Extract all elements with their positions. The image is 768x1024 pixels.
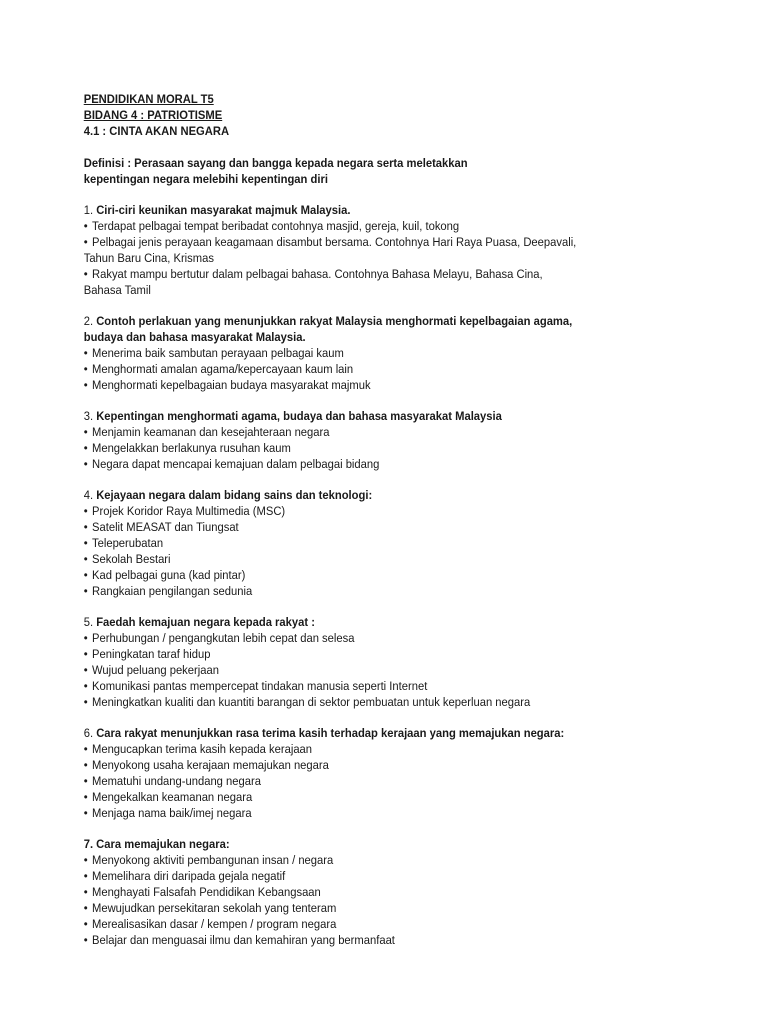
bullet-icon: •	[83, 425, 88, 439]
bullet-icon: •	[83, 219, 88, 233]
list-item	[84, 789, 707, 805]
list-item	[84, 852, 707, 868]
list-item	[84, 503, 707, 519]
bullet-icon: •	[83, 901, 88, 915]
list-item	[84, 234, 707, 250]
list-item	[84, 630, 707, 646]
list-item-text: Bahasa Tamil	[83, 283, 151, 297]
section-heading-text: 7. Cara memajukan negara:	[83, 837, 230, 851]
list-item	[84, 282, 707, 298]
section-heading	[84, 614, 707, 630]
bullet-icon: •	[83, 504, 88, 518]
list-item-text: Belajar dan menguasai ilmu dan kemahiran yang bermanfaat	[92, 933, 395, 947]
list-item-text: Mengucapkan terima kasih kepada kerajaan	[92, 742, 313, 756]
section-number: 3.	[83, 409, 97, 423]
bullet-icon: •	[83, 695, 88, 709]
list-item-text: Menghormati amalan agama/kepercayaan kaum lain	[92, 362, 354, 376]
section	[84, 313, 707, 393]
section-heading-text: Kejayaan negara dalam bidang sains dan teknologi:	[96, 488, 373, 502]
list-item-text: Menghayati Falsafah Pendidikan Kebangsaan	[92, 885, 321, 899]
list-item-text: Menyokong usaha kerajaan memajukan negara	[92, 758, 329, 772]
sections-container	[84, 202, 707, 948]
bullet-icon: •	[83, 631, 88, 645]
list-item	[84, 266, 707, 282]
section-heading	[84, 313, 707, 329]
bullet-icon: •	[83, 647, 88, 661]
bullet-icon: •	[83, 457, 88, 471]
section-heading	[84, 408, 707, 424]
header-subject: PENDIDIKAN MORAL T5	[83, 92, 214, 106]
list-item-text: Sekolah Bestari	[92, 552, 171, 566]
bullet-icon: •	[83, 742, 88, 756]
header-topic: BIDANG 4 : PATRIOTISME	[83, 108, 223, 122]
section-heading-text: Faedah kemajuan negara kepada rakyat :	[96, 615, 315, 629]
list-item-text: Terdapat pelbagai tempat beribadat contohnya masjid, gereja, kuil, tokong	[92, 219, 460, 233]
bullet-icon: •	[83, 552, 88, 566]
section	[84, 836, 707, 948]
bullet-icon: •	[83, 536, 88, 550]
section-heading-text: budaya dan bahasa masyarakat Malaysia.	[83, 330, 306, 344]
section-number: 4.	[83, 488, 97, 502]
bullet-icon: •	[83, 267, 88, 281]
list-item	[84, 678, 707, 694]
bullet-icon: •	[83, 441, 88, 455]
bullet-icon: •	[83, 885, 88, 899]
definition	[84, 155, 707, 187]
section-heading-text: Ciri-ciri keunikan masyarakat majmuk Malaysia.	[96, 203, 351, 217]
bullet-icon: •	[83, 346, 88, 360]
list-item	[84, 900, 707, 916]
bullet-icon: •	[83, 917, 88, 931]
list-item	[84, 456, 707, 472]
bullet-icon: •	[83, 679, 88, 693]
definition-line: kepentingan negara melebihi kepentingan diri	[83, 172, 328, 186]
bullet-icon: •	[83, 869, 88, 883]
list-item-text: Menyokong aktiviti pembangunan insan / negara	[92, 853, 334, 867]
bullet-icon: •	[83, 378, 88, 392]
section-number: 1.	[83, 203, 97, 217]
bullet-icon: •	[83, 663, 88, 677]
list-item-text: Mengelakkan berlakunya rusuhan kaum	[92, 441, 291, 455]
bullet-icon: •	[83, 568, 88, 582]
section	[84, 487, 707, 599]
bullet-icon: •	[83, 584, 88, 598]
section-heading	[84, 202, 707, 218]
section-heading	[84, 329, 707, 345]
list-item-text: Menerima baik sambutan perayaan pelbagai kaum	[92, 346, 344, 360]
section	[84, 614, 707, 710]
list-item-text: Rangkaian pengilangan sedunia	[92, 584, 253, 598]
list-item-text: Perhubungan / pengangkutan lebih cepat dan selesa	[92, 631, 355, 645]
list-item	[84, 694, 707, 710]
list-item	[84, 519, 707, 535]
section	[84, 725, 707, 821]
list-item	[84, 361, 707, 377]
list-item-text: Teleperubatan	[92, 536, 164, 550]
list-item-text: Wujud peluang pekerjaan	[92, 663, 219, 677]
list-item	[84, 757, 707, 773]
list-item-text: Memelihara diri daripada gejala negatif	[92, 869, 286, 883]
list-item-text: Tahun Baru Cina, Krismas	[83, 251, 214, 265]
section-heading	[84, 836, 707, 852]
list-item	[84, 583, 707, 599]
section-heading-text: Contoh perlakuan yang menunjukkan rakyat Malaysia menghormati kepelbagaian agama,	[96, 314, 573, 328]
section	[84, 408, 707, 472]
header-subtopic: 4.1 : CINTA AKAN NEGARA	[83, 124, 230, 138]
section-number: 5.	[83, 615, 97, 629]
list-item	[84, 662, 707, 678]
section-heading-text: Kepentingan menghormati agama, budaya dan bahasa masyarakat Malaysia	[96, 409, 502, 423]
list-item	[84, 535, 707, 551]
document-header	[84, 91, 707, 139]
section-heading	[84, 487, 707, 503]
bullet-icon: •	[83, 758, 88, 772]
section-heading	[84, 725, 707, 741]
list-item	[84, 440, 707, 456]
list-item-text: Mengekalkan keamanan negara	[92, 790, 253, 804]
list-item	[84, 424, 707, 440]
list-item-text: Kad pelbagai guna (kad pintar)	[92, 568, 246, 582]
list-item-text: Pelbagai jenis perayaan keagamaan disambut bersama. Contohnya Hari Raya Puasa, Deepavali,	[92, 235, 577, 249]
bullet-icon: •	[83, 790, 88, 804]
list-item-text: Mewujudkan persekitaran sekolah yang tenteram	[92, 901, 337, 915]
list-item	[84, 868, 707, 884]
list-item	[84, 567, 707, 583]
bullet-icon: •	[83, 235, 88, 249]
list-item-text: Menjaga nama baik/imej negara	[92, 806, 252, 820]
list-item-text: Komunikasi pantas mempercepat tindakan manusia seperti Internet	[92, 679, 428, 693]
list-item-text: Menghormati kepelbagaian budaya masyarakat majmuk	[92, 378, 371, 392]
list-item	[84, 741, 707, 757]
bullet-icon: •	[83, 806, 88, 820]
list-item	[84, 773, 707, 789]
bullet-icon: •	[83, 853, 88, 867]
list-item	[84, 345, 707, 361]
list-item	[84, 250, 707, 266]
bullet-icon: •	[83, 774, 88, 788]
list-item-text: Meningkatkan kualiti dan kuantiti barangan di sektor pembuatan untuk keperluan negara	[92, 695, 531, 709]
section-heading-text: Cara rakyat menunjukkan rasa terima kasih terhadap kerajaan yang memajukan negara:	[96, 726, 565, 740]
section-number: 2.	[83, 314, 97, 328]
section	[84, 202, 707, 298]
list-item	[84, 218, 707, 234]
list-item	[84, 551, 707, 567]
list-item-text: Rakyat mampu bertutur dalam pelbagai bahasa. Contohnya Bahasa Melayu, Bahasa Cina,	[92, 267, 543, 281]
list-item	[84, 805, 707, 821]
bullet-icon: •	[83, 362, 88, 376]
list-item-text: Mematuhi undang-undang negara	[92, 774, 261, 788]
list-item-text: Satelit MEASAT dan Tiungsat	[92, 520, 239, 534]
list-item	[84, 646, 707, 662]
section-number: 6.	[83, 726, 97, 740]
bullet-icon: •	[83, 933, 88, 947]
list-item-text: Negara dapat mencapai kemajuan dalam pelbagai bidang	[92, 457, 380, 471]
list-item	[84, 932, 707, 948]
list-item-text: Projek Koridor Raya Multimedia (MSC)	[92, 504, 286, 518]
list-item-text: Menjamin keamanan dan kesejahteraan negara	[92, 425, 330, 439]
list-item-text: Merealisasikan dasar / kempen / program negara	[92, 917, 337, 931]
list-item	[84, 377, 707, 393]
definition-line: Definisi : Perasaan sayang dan bangga kepada negara serta meletakkan	[83, 156, 468, 170]
list-item-text: Peningkatan taraf hidup	[92, 647, 211, 661]
bullet-icon: •	[83, 520, 88, 534]
list-item	[84, 884, 707, 900]
list-item	[84, 916, 707, 932]
